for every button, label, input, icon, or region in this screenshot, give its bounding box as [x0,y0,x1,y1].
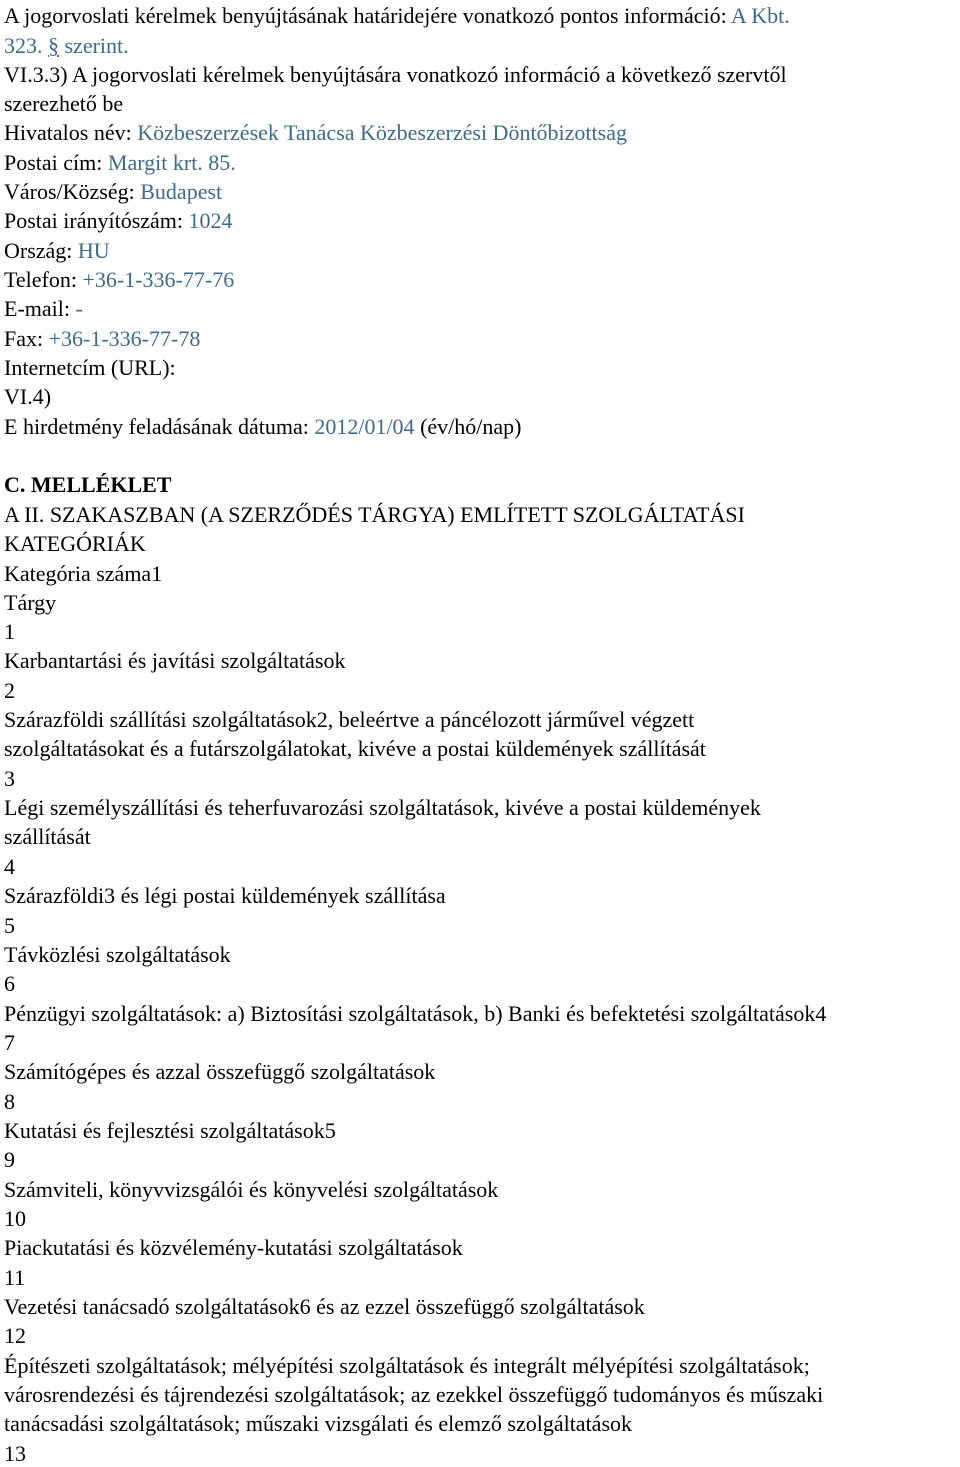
official-name-row [4,120,627,146]
category-subject: tanácsadási szolgáltatások; műszaki vizsgálati és elemző szolgáltatások [4,1411,633,1436]
vi33-heading: VI.3.3) A jogorvoslati kérelmek benyújtására vonatkozó információ a következő szervtől [4,62,787,87]
city-label: Város/Község: [4,179,135,204]
category-subject: Pénzügyi szolgáltatások: a) Biztosítási szolgáltatások, b) Banki és befektetési szolgáltatások4 [4,1001,827,1026]
zip-value: 1024 [188,208,233,233]
category-subject: Távközlési szolgáltatások [4,942,231,967]
category-subject: szállítását [4,824,91,849]
url-label: Internetcím (URL): [4,355,176,380]
category-subject: Építészeti szolgáltatások; mélyépítési szolgáltatások és integrált mélyépítési szolgáltatások; [4,1353,810,1378]
dispatch-date-row [4,414,521,440]
category-number: 1 [4,619,15,644]
annex-subtitle-continued: KATEGÓRIÁK [4,531,146,556]
country-row [4,238,110,264]
dispatch-date-format: (év/hó/nap) [420,414,522,439]
category-subject: Karbantartási és javítási szolgáltatások [4,648,346,673]
column-category-number: Kategória száma1 [4,561,163,586]
annex-title: C. MELLÉKLET [4,472,172,497]
official-name-value: Közbeszerzések Tanácsa Közbeszerzési Döntőbizottság [137,120,627,145]
city-row [4,179,222,205]
vi4-heading: VI.4) [4,384,52,409]
country-label: Ország: [4,238,73,263]
zip-row [4,208,233,234]
fax-label: Fax: [4,326,44,351]
category-subject: Kutatási és fejlesztési szolgáltatások5 [4,1118,336,1143]
category-number: 11 [4,1265,26,1290]
email-row [4,296,83,322]
category-number: 9 [4,1147,15,1172]
deadline-value-end: szerint. [64,33,129,58]
category-number: 12 [4,1323,26,1348]
vi33-heading-continued: szerezhető be [4,91,124,116]
category-number: 6 [4,971,15,996]
category-subject: Vezetési tanácsadó szolgáltatások6 és az ezzel összefüggő szolgáltatások [4,1294,645,1319]
country-value: HU [77,238,110,263]
category-subject: Szárazföldi3 és légi postai küldemények szállítása [4,883,446,908]
category-subject: szolgáltatásokat és a futárszolgálatokat, kivéve a postai küldemények szállítását [4,736,706,761]
deadline-value-continued [4,33,129,59]
deadline-value: A Kbt. [731,3,790,28]
category-number: 8 [4,1089,15,1114]
category-number: 13 [4,1441,26,1466]
annex-subtitle: A II. SZAKASZBAN (A SZERZŐDÉS TÁRGYA) EMLÍTETT SZOLGÁLTATÁSI [4,502,745,527]
phone-value: +36-1-336-77-76 [82,267,235,292]
category-subject: Szárazföldi szállítási szolgáltatások2, beleértve a páncélozott járművel végzett [4,707,695,732]
category-number: 4 [4,854,15,879]
column-subject: Tárgy [4,590,57,615]
category-subject: Piackutatási és közvélemény-kutatási szolgáltatások [4,1235,463,1260]
official-name-label: Hivatalos név: [4,120,132,145]
phone-label: Telefon: [4,267,77,292]
deadline-line [4,3,790,29]
category-number: 5 [4,913,15,938]
category-subject: városrendezési és tájrendezési szolgáltatások; az ezekkel összefüggő tudományos és műszaki [4,1382,824,1407]
category-subject: Légi személyszállítási és teherfuvarozási szolgáltatások, kivéve a postai küldemények [4,795,761,820]
category-number: 10 [4,1206,26,1231]
fax-row [4,326,200,352]
dispatch-date-value: 2012/01/04 [314,414,415,439]
city-value: Budapest [140,179,223,204]
postal-address-label: Postai cím: [4,150,103,175]
deadline-paragraph-number: 323. [4,33,43,58]
category-number: 2 [4,678,15,703]
category-subject: Számviteli, könyvvizsgálói és könyvelési szolgáltatások [4,1177,499,1202]
fax-value: +36-1-336-77-78 [48,326,201,351]
category-number: 3 [4,766,15,791]
category-number: 7 [4,1030,15,1055]
postal-address-value: Margit krt. 85. [107,150,236,175]
category-subject: Számítógépes és azzal összefüggő szolgáltatások [4,1059,436,1084]
phone-row [4,267,234,293]
dispatch-date-label: E hirdetmény feladásának dátuma: [4,414,309,439]
email-value: - [75,296,83,321]
postal-address-row [4,150,236,176]
deadline-label: A jogorvoslati kérelmek benyújtásának határidejére vonatkozó pontos információ: [4,3,727,28]
zip-label: Postai irányítószám: [4,208,184,233]
email-label: E-mail: [4,296,70,321]
section-sign-icon: § [48,33,59,58]
